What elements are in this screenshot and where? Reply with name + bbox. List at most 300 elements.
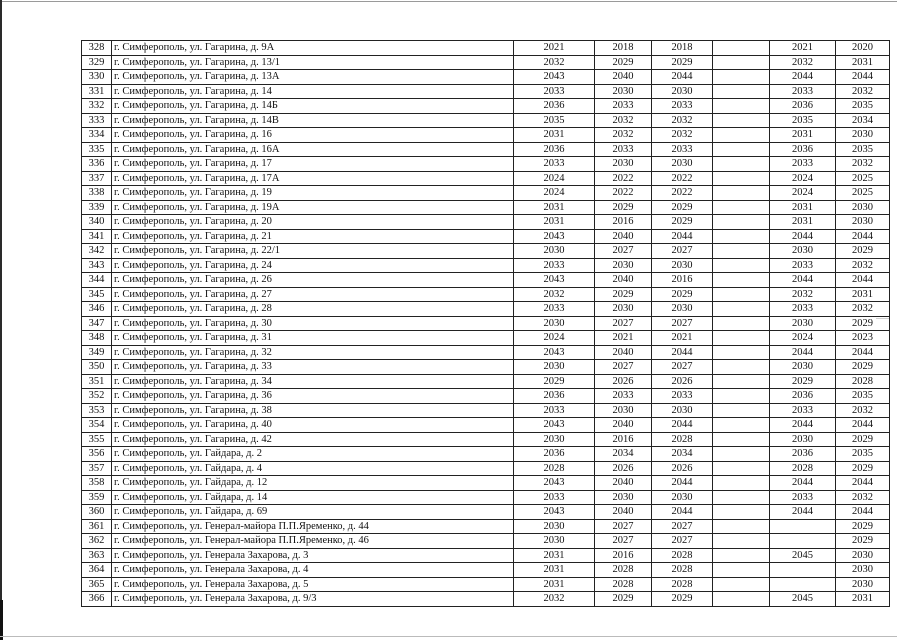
year-cell-6: 2029 (836, 519, 890, 534)
year-cell-6: 2034 (836, 113, 890, 128)
row-number: 334 (82, 128, 112, 143)
scan-top-edge (0, 1, 897, 2)
table-row (82, 99, 890, 114)
year-cell-4 (713, 157, 770, 172)
year-cell-1: 2032 (514, 287, 595, 302)
address-cell: г. Симферополь, ул. Гагарина, д. 34 (112, 374, 514, 389)
year-cell-5: 2033 (770, 157, 836, 172)
year-cell-2: 2032 (595, 113, 652, 128)
row-number: 351 (82, 374, 112, 389)
year-cell-5: 2044 (770, 476, 836, 491)
year-cell-2: 2026 (595, 374, 652, 389)
address-cell: г. Симферополь, ул. Гайдара, д. 4 (112, 461, 514, 476)
address-cell: г. Симферополь, ул. Гайдара, д. 2 (112, 447, 514, 462)
row-number: 343 (82, 258, 112, 273)
table-row (82, 200, 890, 215)
year-cell-4 (713, 84, 770, 99)
year-cell-6: 2029 (836, 534, 890, 549)
address-cell: г. Симферополь, ул. Гагарина, д. 22/1 (112, 244, 514, 259)
year-cell-6: 2029 (836, 244, 890, 259)
year-cell-4 (713, 418, 770, 433)
year-cell-3: 2027 (652, 360, 713, 375)
table-row (82, 229, 890, 244)
row-number: 353 (82, 403, 112, 418)
address-cell: г. Симферополь, ул. Генерала Захарова, д. 5 (112, 577, 514, 592)
year-cell-6: 2025 (836, 171, 890, 186)
year-cell-1: 2033 (514, 258, 595, 273)
year-cell-6: 2032 (836, 84, 890, 99)
address-cell: г. Симферополь, ул. Гагарина, д. 20 (112, 215, 514, 230)
year-cell-5: 2030 (770, 360, 836, 375)
year-cell-3: 2044 (652, 229, 713, 244)
year-cell-1: 2036 (514, 389, 595, 404)
year-cell-4 (713, 490, 770, 505)
year-cell-3: 2029 (652, 55, 713, 70)
table-row (82, 490, 890, 505)
year-cell-3: 2027 (652, 316, 713, 331)
address-cell: г. Симферополь, ул. Гагарина, д. 42 (112, 432, 514, 447)
address-cell: г. Симферополь, ул. Гагарина, д. 13/1 (112, 55, 514, 70)
year-cell-6: 2044 (836, 476, 890, 491)
year-cell-2: 2030 (595, 258, 652, 273)
address-cell: г. Симферополь, ул. Гагарина, д. 14 (112, 84, 514, 99)
year-cell-1: 2043 (514, 476, 595, 491)
table-row (82, 432, 890, 447)
year-cell-5 (770, 534, 836, 549)
year-cell-5: 2044 (770, 229, 836, 244)
year-cell-2: 2016 (595, 432, 652, 447)
year-cell-6: 2032 (836, 302, 890, 317)
address-cell: г. Симферополь, ул. Гагарина, д. 17 (112, 157, 514, 172)
address-cell: г. Симферополь, ул. Гагарина, д. 26 (112, 273, 514, 288)
row-number: 328 (82, 41, 112, 56)
table-row (82, 287, 890, 302)
year-cell-2: 2016 (595, 215, 652, 230)
year-cell-5: 2044 (770, 70, 836, 85)
scan-left-edge (0, 0, 2, 640)
year-cell-3: 2027 (652, 244, 713, 259)
year-cell-6: 2035 (836, 447, 890, 462)
year-cell-1: 2043 (514, 505, 595, 520)
year-cell-4 (713, 345, 770, 360)
table-row (82, 70, 890, 85)
year-cell-2: 2027 (595, 244, 652, 259)
row-number: 363 (82, 548, 112, 563)
year-cell-1: 2030 (514, 244, 595, 259)
year-cell-5: 2028 (770, 461, 836, 476)
row-number: 346 (82, 302, 112, 317)
address-cell: г. Симферополь, ул. Гагарина, д. 36 (112, 389, 514, 404)
year-cell-2: 2030 (595, 302, 652, 317)
year-cell-2: 2032 (595, 128, 652, 143)
year-cell-4 (713, 128, 770, 143)
table-row (82, 186, 890, 201)
year-cell-3: 2029 (652, 287, 713, 302)
year-cell-5: 2031 (770, 200, 836, 215)
table-row (82, 519, 890, 534)
year-cell-3: 2030 (652, 490, 713, 505)
year-cell-2: 2027 (595, 534, 652, 549)
address-cell: г. Симферополь, ул. Гагарина, д. 13А (112, 70, 514, 85)
row-number: 352 (82, 389, 112, 404)
year-cell-1: 2021 (514, 41, 595, 56)
year-cell-6: 2032 (836, 258, 890, 273)
address-cell: г. Симферополь, ул. Генерала Захарова, д. 3 (112, 548, 514, 563)
year-cell-2: 2028 (595, 577, 652, 592)
year-cell-3: 2030 (652, 403, 713, 418)
year-cell-6: 2035 (836, 389, 890, 404)
row-number: 330 (82, 70, 112, 85)
year-cell-2: 2029 (595, 55, 652, 70)
year-cell-2: 2029 (595, 592, 652, 607)
year-cell-1: 2035 (514, 113, 595, 128)
table-row (82, 215, 890, 230)
year-cell-3: 2033 (652, 99, 713, 114)
year-cell-2: 2026 (595, 461, 652, 476)
row-number: 333 (82, 113, 112, 128)
address-cell: г. Симферополь, ул. Гагарина, д. 19 (112, 186, 514, 201)
table-row (82, 592, 890, 607)
year-cell-5: 2045 (770, 592, 836, 607)
year-cell-5: 2036 (770, 142, 836, 157)
year-cell-5: 2045 (770, 548, 836, 563)
year-cell-1: 2028 (514, 461, 595, 476)
row-number: 347 (82, 316, 112, 331)
year-cell-1: 2029 (514, 374, 595, 389)
year-cell-4 (713, 374, 770, 389)
address-cell: г. Симферополь, ул. Гагарина, д. 30 (112, 316, 514, 331)
year-cell-4 (713, 592, 770, 607)
year-cell-2: 2029 (595, 287, 652, 302)
year-cell-4 (713, 41, 770, 56)
year-cell-5 (770, 519, 836, 534)
year-cell-5: 2032 (770, 287, 836, 302)
year-cell-3: 2044 (652, 505, 713, 520)
year-cell-6: 2023 (836, 331, 890, 346)
year-cell-3: 2016 (652, 273, 713, 288)
address-cell: г. Симферополь, ул. Гайдара, д. 14 (112, 490, 514, 505)
year-cell-6: 2028 (836, 374, 890, 389)
address-cell: г. Симферополь, ул. Гайдара, д. 12 (112, 476, 514, 491)
year-cell-4 (713, 519, 770, 534)
row-number: 355 (82, 432, 112, 447)
year-cell-6: 2044 (836, 70, 890, 85)
year-cell-6: 2029 (836, 461, 890, 476)
row-number: 340 (82, 215, 112, 230)
table-row (82, 345, 890, 360)
year-cell-2: 2033 (595, 99, 652, 114)
year-cell-3: 2044 (652, 476, 713, 491)
year-cell-1: 2036 (514, 142, 595, 157)
row-number: 360 (82, 505, 112, 520)
year-cell-5: 2044 (770, 505, 836, 520)
year-cell-4 (713, 476, 770, 491)
year-cell-4 (713, 548, 770, 563)
year-cell-2: 2022 (595, 186, 652, 201)
year-cell-3: 2027 (652, 534, 713, 549)
year-cell-1: 2031 (514, 548, 595, 563)
year-cell-2: 2033 (595, 389, 652, 404)
address-cell: г. Симферополь, ул. Гагарина, д. 16 (112, 128, 514, 143)
row-number: 329 (82, 55, 112, 70)
table-row (82, 55, 890, 70)
address-cell: г. Симферополь, ул. Гагарина, д. 9А (112, 41, 514, 56)
year-cell-3: 2028 (652, 432, 713, 447)
year-cell-6: 2025 (836, 186, 890, 201)
year-cell-1: 2030 (514, 432, 595, 447)
year-cell-5: 2044 (770, 273, 836, 288)
year-cell-6: 2031 (836, 287, 890, 302)
year-cell-1: 2033 (514, 490, 595, 505)
year-cell-1: 2024 (514, 171, 595, 186)
table-row (82, 374, 890, 389)
year-cell-6: 2032 (836, 403, 890, 418)
year-cell-3: 2021 (652, 331, 713, 346)
address-cell: г. Симферополь, ул. Гагарина, д. 14Б (112, 99, 514, 114)
address-cell: г. Симферополь, ул. Генерала Захарова, д. 4 (112, 563, 514, 578)
address-cell: г. Симферополь, ул. Генерал-майора П.П.Яременко, д. 44 (112, 519, 514, 534)
table-row (82, 360, 890, 375)
year-cell-4 (713, 563, 770, 578)
scan-left-edge-dark (0, 600, 3, 640)
year-cell-4 (713, 389, 770, 404)
row-number: 357 (82, 461, 112, 476)
year-cell-6: 2029 (836, 360, 890, 375)
year-cell-2: 2040 (595, 70, 652, 85)
year-cell-5: 2033 (770, 84, 836, 99)
year-cell-4 (713, 55, 770, 70)
row-number: 359 (82, 490, 112, 505)
table-row (82, 418, 890, 433)
year-cell-1: 2031 (514, 128, 595, 143)
row-number: 335 (82, 142, 112, 157)
table-row (82, 548, 890, 563)
year-cell-5: 2036 (770, 447, 836, 462)
address-cell: г. Симферополь, ул. Гайдара, д. 69 (112, 505, 514, 520)
table-row (82, 113, 890, 128)
year-cell-5: 2033 (770, 490, 836, 505)
year-cell-3: 2028 (652, 548, 713, 563)
address-cell: г. Симферополь, ул. Гагарина, д. 28 (112, 302, 514, 317)
year-cell-6: 2044 (836, 418, 890, 433)
year-cell-6: 2035 (836, 99, 890, 114)
year-cell-4 (713, 258, 770, 273)
year-cell-5 (770, 577, 836, 592)
year-cell-3: 2032 (652, 113, 713, 128)
table-row (82, 273, 890, 288)
year-cell-1: 2033 (514, 403, 595, 418)
year-cell-6: 2044 (836, 229, 890, 244)
year-cell-1: 2031 (514, 200, 595, 215)
table-row (82, 157, 890, 172)
year-cell-1: 2036 (514, 447, 595, 462)
table-row (82, 476, 890, 491)
year-cell-4 (713, 200, 770, 215)
year-cell-6: 2031 (836, 55, 890, 70)
year-cell-1: 2043 (514, 70, 595, 85)
year-cell-1: 2036 (514, 99, 595, 114)
records-table (81, 40, 890, 607)
year-cell-2: 2040 (595, 418, 652, 433)
year-cell-6: 2031 (836, 592, 890, 607)
year-cell-3: 2029 (652, 592, 713, 607)
year-cell-3: 2030 (652, 302, 713, 317)
address-cell: г. Симферополь, ул. Гагарина, д. 33 (112, 360, 514, 375)
address-cell: г. Симферополь, ул. Гагарина, д. 24 (112, 258, 514, 273)
row-number: 339 (82, 200, 112, 215)
year-cell-5: 2021 (770, 41, 836, 56)
table-row (82, 505, 890, 520)
year-cell-1: 2030 (514, 316, 595, 331)
address-cell: г. Симферополь, ул. Гагарина, д. 16А (112, 142, 514, 157)
year-cell-4 (713, 403, 770, 418)
year-cell-2: 2030 (595, 490, 652, 505)
table-row (82, 563, 890, 578)
year-cell-5: 2033 (770, 258, 836, 273)
year-cell-3: 2033 (652, 142, 713, 157)
year-cell-1: 2030 (514, 519, 595, 534)
year-cell-4 (713, 99, 770, 114)
year-cell-4 (713, 113, 770, 128)
row-number: 361 (82, 519, 112, 534)
year-cell-2: 2030 (595, 84, 652, 99)
year-cell-5: 2029 (770, 374, 836, 389)
year-cell-4 (713, 534, 770, 549)
year-cell-6: 2030 (836, 563, 890, 578)
year-cell-3: 2028 (652, 563, 713, 578)
table-row (82, 577, 890, 592)
year-cell-6: 2029 (836, 316, 890, 331)
year-cell-4 (713, 302, 770, 317)
address-cell: г. Симферополь, ул. Гагарина, д. 38 (112, 403, 514, 418)
table-row (82, 244, 890, 259)
year-cell-3: 2044 (652, 418, 713, 433)
year-cell-6: 2044 (836, 505, 890, 520)
year-cell-3: 2044 (652, 345, 713, 360)
table-row (82, 258, 890, 273)
year-cell-6: 2030 (836, 548, 890, 563)
year-cell-2: 2040 (595, 476, 652, 491)
year-cell-5: 2033 (770, 302, 836, 317)
year-cell-3: 2022 (652, 171, 713, 186)
year-cell-5: 2024 (770, 186, 836, 201)
address-cell: г. Симферополь, ул. Гагарина, д. 27 (112, 287, 514, 302)
table-row (82, 403, 890, 418)
year-cell-6: 2032 (836, 490, 890, 505)
year-cell-5: 2030 (770, 316, 836, 331)
year-cell-3: 2018 (652, 41, 713, 56)
year-cell-1: 2024 (514, 186, 595, 201)
year-cell-2: 2034 (595, 447, 652, 462)
year-cell-1: 2043 (514, 273, 595, 288)
address-cell: г. Симферополь, ул. Гагарина, д. 14В (112, 113, 514, 128)
year-cell-2: 2040 (595, 345, 652, 360)
year-cell-2: 2016 (595, 548, 652, 563)
year-cell-6: 2030 (836, 215, 890, 230)
year-cell-5: 2035 (770, 113, 836, 128)
year-cell-4 (713, 171, 770, 186)
scan-bottom-edge (0, 636, 897, 637)
row-number: 337 (82, 171, 112, 186)
year-cell-3: 2026 (652, 374, 713, 389)
year-cell-5: 2024 (770, 331, 836, 346)
address-cell: г. Симферополь, ул. Генерал-майора П.П.Яременко, д. 46 (112, 534, 514, 549)
year-cell-2: 2030 (595, 403, 652, 418)
row-number: 338 (82, 186, 112, 201)
year-cell-5: 2036 (770, 389, 836, 404)
year-cell-6: 2044 (836, 345, 890, 360)
address-cell: г. Симферополь, ул. Гагарина, д. 32 (112, 345, 514, 360)
year-cell-4 (713, 229, 770, 244)
year-cell-3: 2030 (652, 258, 713, 273)
year-cell-5: 2044 (770, 418, 836, 433)
row-number: 342 (82, 244, 112, 259)
table-row (82, 41, 890, 56)
row-number: 344 (82, 273, 112, 288)
year-cell-6: 2030 (836, 200, 890, 215)
table-row (82, 316, 890, 331)
year-cell-2: 2021 (595, 331, 652, 346)
year-cell-4 (713, 432, 770, 447)
row-number: 366 (82, 592, 112, 607)
year-cell-2: 2027 (595, 360, 652, 375)
table-row (82, 331, 890, 346)
year-cell-4 (713, 331, 770, 346)
year-cell-2: 2028 (595, 563, 652, 578)
address-cell: г. Симферополь, ул. Гагарина, д. 19А (112, 200, 514, 215)
year-cell-4 (713, 186, 770, 201)
year-cell-4 (713, 447, 770, 462)
year-cell-3: 2044 (652, 70, 713, 85)
year-cell-5: 2030 (770, 244, 836, 259)
year-cell-5: 2033 (770, 403, 836, 418)
table-row (82, 461, 890, 476)
address-cell: г. Симферополь, ул. Гагарина, д. 17А (112, 171, 514, 186)
year-cell-2: 2029 (595, 200, 652, 215)
row-number: 354 (82, 418, 112, 433)
year-cell-3: 2029 (652, 200, 713, 215)
year-cell-6: 2044 (836, 273, 890, 288)
row-number: 350 (82, 360, 112, 375)
year-cell-6: 2032 (836, 157, 890, 172)
table-row (82, 534, 890, 549)
year-cell-1: 2032 (514, 55, 595, 70)
year-cell-2: 2022 (595, 171, 652, 186)
year-cell-6: 2030 (836, 577, 890, 592)
address-cell: г. Симферополь, ул. Гагарина, д. 21 (112, 229, 514, 244)
year-cell-4 (713, 215, 770, 230)
row-number: 341 (82, 229, 112, 244)
row-number: 349 (82, 345, 112, 360)
address-cell: г. Симферополь, ул. Гагарина, д. 40 (112, 418, 514, 433)
table-row (82, 128, 890, 143)
year-cell-2: 2027 (595, 519, 652, 534)
year-cell-5: 2031 (770, 215, 836, 230)
year-cell-4 (713, 461, 770, 476)
year-cell-1: 2033 (514, 302, 595, 317)
year-cell-3: 2022 (652, 186, 713, 201)
row-number: 365 (82, 577, 112, 592)
address-cell: г. Симферополь, ул. Гагарина, д. 31 (112, 331, 514, 346)
year-cell-6: 2030 (836, 128, 890, 143)
year-cell-3: 2026 (652, 461, 713, 476)
year-cell-2: 2033 (595, 142, 652, 157)
year-cell-5: 2024 (770, 171, 836, 186)
year-cell-4 (713, 316, 770, 331)
row-number: 331 (82, 84, 112, 99)
year-cell-1: 2031 (514, 577, 595, 592)
year-cell-6: 2035 (836, 142, 890, 157)
